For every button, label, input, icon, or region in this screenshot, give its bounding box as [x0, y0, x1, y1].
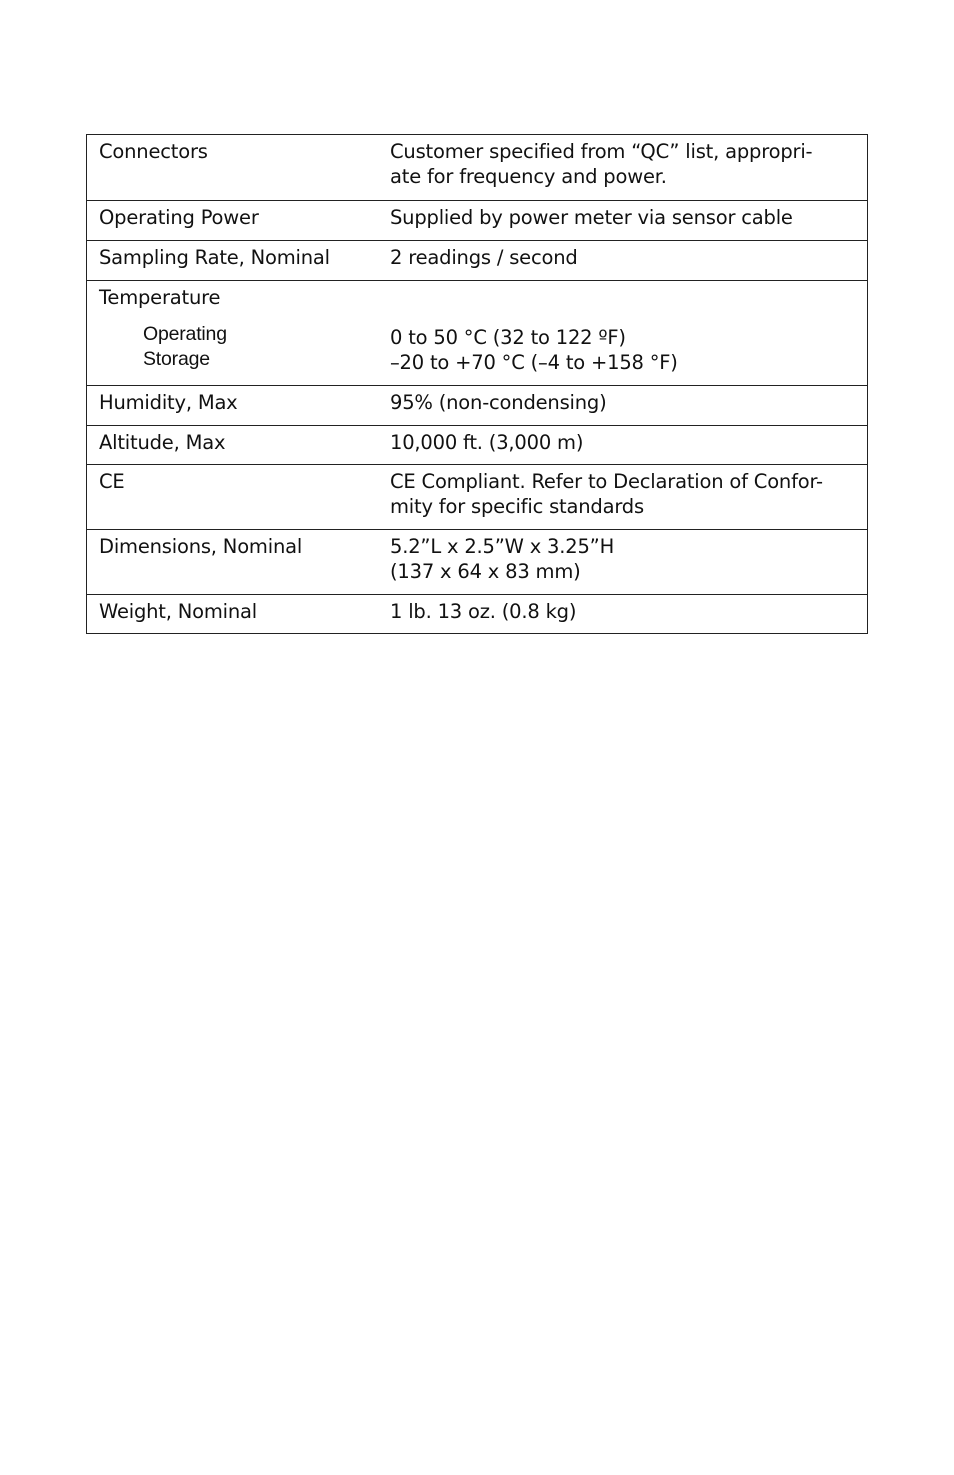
- table-row-dimensions: [87, 529, 867, 594]
- connectors-value: [390, 135, 867, 200]
- ce-value-line1: CE Compliant. Refer to Declaration of Confor-: [390, 470, 823, 493]
- dimensions-label-text: Dimensions, Nominal: [99, 535, 303, 558]
- table-row-connectors: [87, 135, 867, 200]
- dimensions-label: [87, 530, 390, 594]
- table-row-operating-power: [87, 200, 867, 240]
- altitude-label: [87, 426, 390, 464]
- operating-power-value: [390, 201, 867, 240]
- temperature-value: [390, 281, 867, 385]
- temperature-operating-label: Operating: [143, 323, 227, 345]
- ce-label: [87, 465, 390, 529]
- weight-value-text: 1 lb. 13 oz. (0.8 kg): [390, 600, 577, 623]
- sampling-rate-label-text: Sampling Rate, Nominal: [99, 246, 330, 269]
- table-row-temperature: [87, 280, 867, 385]
- weight-label: [87, 595, 390, 633]
- table-row-weight: [87, 594, 867, 633]
- weight-value: [390, 595, 867, 633]
- operating-power-label: [87, 201, 390, 240]
- table-row-sampling-rate: [87, 240, 867, 280]
- altitude-label-text: Altitude, Max: [99, 431, 226, 454]
- ce-value-line2: mity for specific standards: [390, 495, 644, 518]
- weight-label-text: Weight, Nominal: [99, 600, 257, 623]
- operating-power-label-text: Operating Power: [99, 206, 259, 229]
- humidity-value: [390, 386, 867, 425]
- connectors-label: [87, 135, 390, 200]
- connectors-value-line2: ate for frequency and power.: [390, 165, 667, 188]
- sampling-rate-label: [87, 241, 390, 280]
- altitude-value-text: 10,000 ft. (3,000 m): [390, 431, 584, 454]
- operating-power-value-text: Supplied by power meter via sensor cable: [390, 206, 793, 229]
- temperature-label-text: Temperature: [99, 286, 221, 309]
- table-row-humidity: [87, 385, 867, 425]
- temperature-storage-value: –20 to +70 °C (–4 to +158 °F): [390, 351, 678, 374]
- dimensions-value: [390, 530, 867, 594]
- sampling-rate-value-text: 2 readings / second: [390, 246, 578, 269]
- temperature-sub-labels: [99, 322, 390, 372]
- specifications-table: [86, 134, 868, 634]
- humidity-label-text: Humidity, Max: [99, 391, 238, 414]
- ce-value: [390, 465, 867, 529]
- dimensions-value-line1: 5.2”L x 2.5”W x 3.25”H: [390, 535, 615, 558]
- table-row-ce: [87, 464, 867, 529]
- dimensions-value-line2: (137 x 64 x 83 mm): [390, 560, 581, 583]
- table-row-altitude: [87, 425, 867, 464]
- temperature-operating-value: 0 to 50 °C (32 to 122 ºF): [390, 326, 626, 349]
- ce-label-text: CE: [99, 470, 125, 493]
- sampling-rate-value: [390, 241, 867, 280]
- connectors-value-line1: Customer specified from “QC” list, appropri-: [390, 140, 813, 163]
- humidity-label: [87, 386, 390, 425]
- temperature-storage-label: Storage: [143, 348, 210, 370]
- humidity-value-text: 95% (non-condensing): [390, 391, 607, 414]
- connectors-label-text: Connectors: [99, 140, 208, 163]
- altitude-value: [390, 426, 867, 464]
- temperature-label: [87, 281, 390, 385]
